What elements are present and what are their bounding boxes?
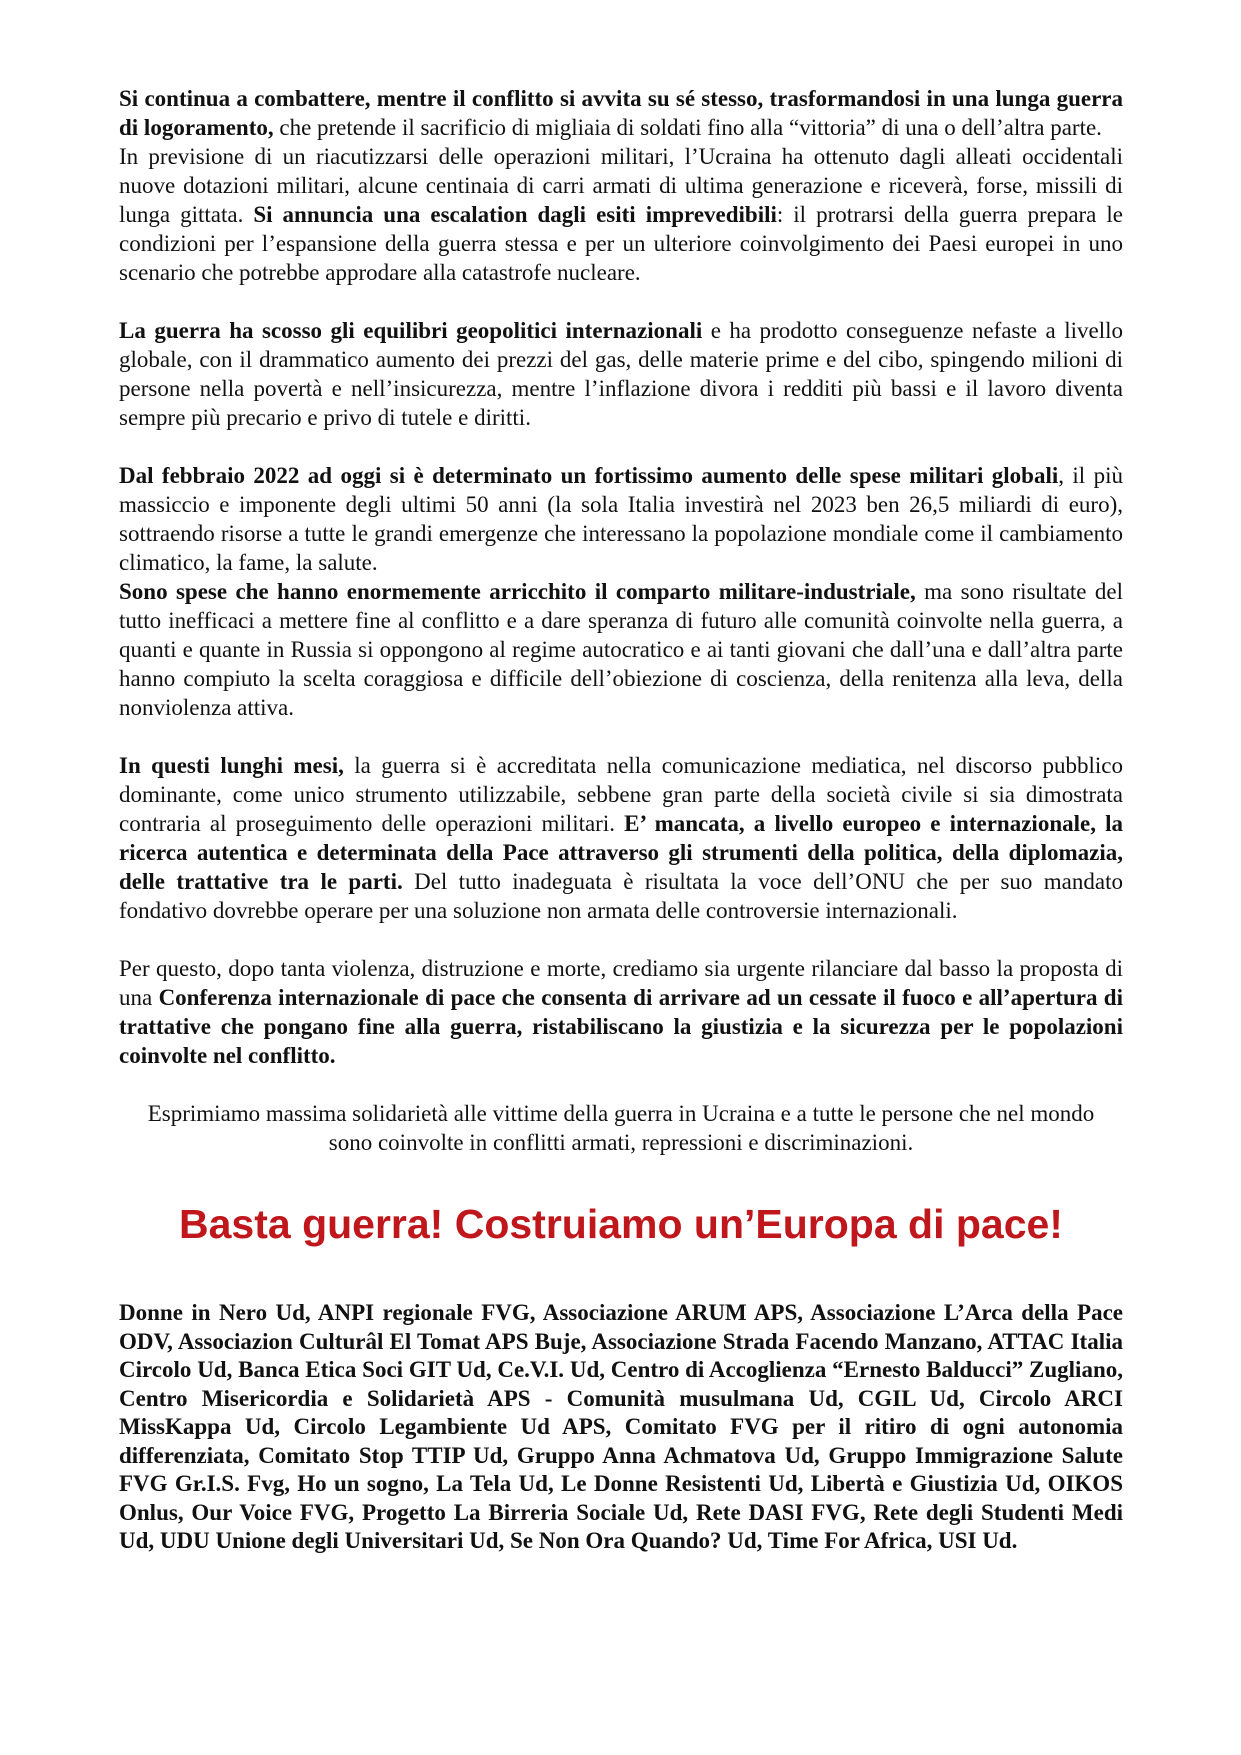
paragraph-media-discourse [119,751,1123,925]
bold-phrase: In questi lunghi mesi, [119,753,344,778]
text-span: , il più massiccio e imponente degli ultimi 50 anni (la sola Italia investirà nel 2023 ben 26,5 miliardi di euro), sottraendo risorse a tutte le grandi emergenze che interessano la popolazione mondiale come il cambiamento climatico, la fame, la salute. [119,463,1123,575]
paragraph-peace-conference [119,954,1123,1070]
text-span: In previsione di un riacutizzarsi delle operazioni militari, l’Ucraina ha ottenuto dagli alleati occidentali nuove dotazioni militari, alcune centinaia di carri armati di ultima generazione e riceverà, forse, missili di lunga gittata. [119,144,1123,227]
bold-phrase: E’ mancata, a livello europeo e internazionale, la ricerca autentica e determinata della Pace attraverso gli strumenti della politica, della diplomazia, delle trattative tra le parti. [119,811,1123,894]
paragraph-military-industrial [119,577,1123,722]
bold-phrase: Conferenza internazionale di pace che consenta di arrivare ad un cessate il fuoco e all’apertura di trattative che pongano fine alla guerra, ristabiliscano la giustizia e la sicurezza per le popolazioni coinvolte nel conflitto. [119,985,1123,1068]
text-span: che pretende il sacrificio di migliaia di soldati fino alla “vittoria” di una o dell’altra parte. [273,115,1102,140]
text-span: Del tutto inadeguata è risultata la voce dell’ONU che per suo mandato fondativo dovrebbe operare per una soluzione non armata delle controversie internazionali. [119,869,1123,923]
paragraph-war-continues [119,84,1123,142]
text-span: e ha prodotto conseguenze nefaste a livello globale, con il drammatico aumento dei prezzi del gas, delle materie prime e del cibo, spingendo milioni di persone nella povertà e nell’insicurezza, mentre l’inflazione divora i redditi più bassi e il lavoro diventa sempre più precario e privo di tutele e diritti. [119,318,1123,430]
bold-phrase: Dal febbraio 2022 ad oggi si è determinato un fortissimo aumento delle spese militari globali [119,463,1059,488]
paragraph-geopolitics [119,316,1123,432]
text-span: : il protrarsi della guerra prepara le condizioni per l’espansione della guerra stessa e per un ulteriore coinvolgimento dei Paesi europei in uno scenario che potrebbe approdare alla catastrofe nucleare. [119,202,1123,285]
document-page [119,84,1123,1556]
solidarity-statement: Esprimiamo massima solidarietà alle vittime della guerra in Ucraina e a tutte le persone che nel mondo sono coinvolte in conflitti armati, repressioni e discriminazioni. [147,1101,1095,1155]
text-span: Per questo, dopo tanta violenza, distruzione e morte, crediamo sia urgente rilanciare dal basso la proposta di una [119,956,1123,1010]
bold-phrase: Sono spese che hanno enormemente arricchito il comparto militare-industriale, [119,579,916,604]
bold-phrase: Si continua a combattere, mentre il conflitto si avvita su sé stesso, trasformandosi in una lunga guerra di logoramento, [119,86,1123,140]
text-span: ma sono risultate del tutto inefficaci a mettere fine al conflitto e a dare speranza di futuro alle comunità coinvolte nella guerra, a quanti e quante in Russia si oppongono al regime autocratico e ai tanti giovani che dall’una e dall’altra parte hanno compiuto la scelta coraggiosa e difficile dell’obiezione di coscienza, della renitenza alla leva, della nonviolenza attiva. [119,579,1123,720]
signatories-list: Donne in Nero Ud, ANPI regionale FVG, Associazione ARUM APS, Associazione L’Arca della Pace ODV, Associazion Culturâl El Tomat APS Buje, Associazione Strada Facendo Manzano, ATTAC Italia Circolo Ud, Banca Etica Soci GIT Ud, Ce.V.I. Ud, Centro di Accoglienza “Ernesto Balducci” Zugliano, Centro Misericordia e Solidarietà APS - Comunità musulmana Ud, CGIL Ud, Circolo ARCI MissKappa Ud, Circolo Legambiente Ud APS, Comitato FVG per il ritiro di ogni autonomia differenziata, Comitato Stop TTIP Ud, Gruppo Anna Achmatova Ud, Gruppo Immigrazione Salute FVG Gr.I.S. Fvg, Ho un sogno, La Tela Ud, Le Donne Resistenti Ud, Libertà e Giustizia Ud, OIKOS Onlus, Our Voice FVG, Progetto La Birreria Sociale Ud, Rete DASI FVG, Rete degli Studenti Medi Ud, UDU Unione degli Universitari Ud, Se Non Ora Quando? Ud, Time For Africa, USI Ud. [119,1300,1123,1553]
paragraph-military-spending [119,461,1123,577]
paragraph-escalation [119,142,1123,287]
bold-phrase: Si annuncia una escalation dagli esiti imprevedibili [253,202,777,227]
bold-phrase: La guerra ha scosso gli equilibri geopolitici internazionali [119,318,703,343]
slogan-heading: Basta guerra! Costruiamo un’Europa di pace! [179,1201,1063,1247]
text-span: la guerra si è accreditata nella comunicazione mediatica, nel discorso pubblico dominante, come unico strumento utilizzabile, sebbene gran parte della società civile si sia dimostrata contraria al proseguimento delle operazioni militari. [119,753,1123,836]
